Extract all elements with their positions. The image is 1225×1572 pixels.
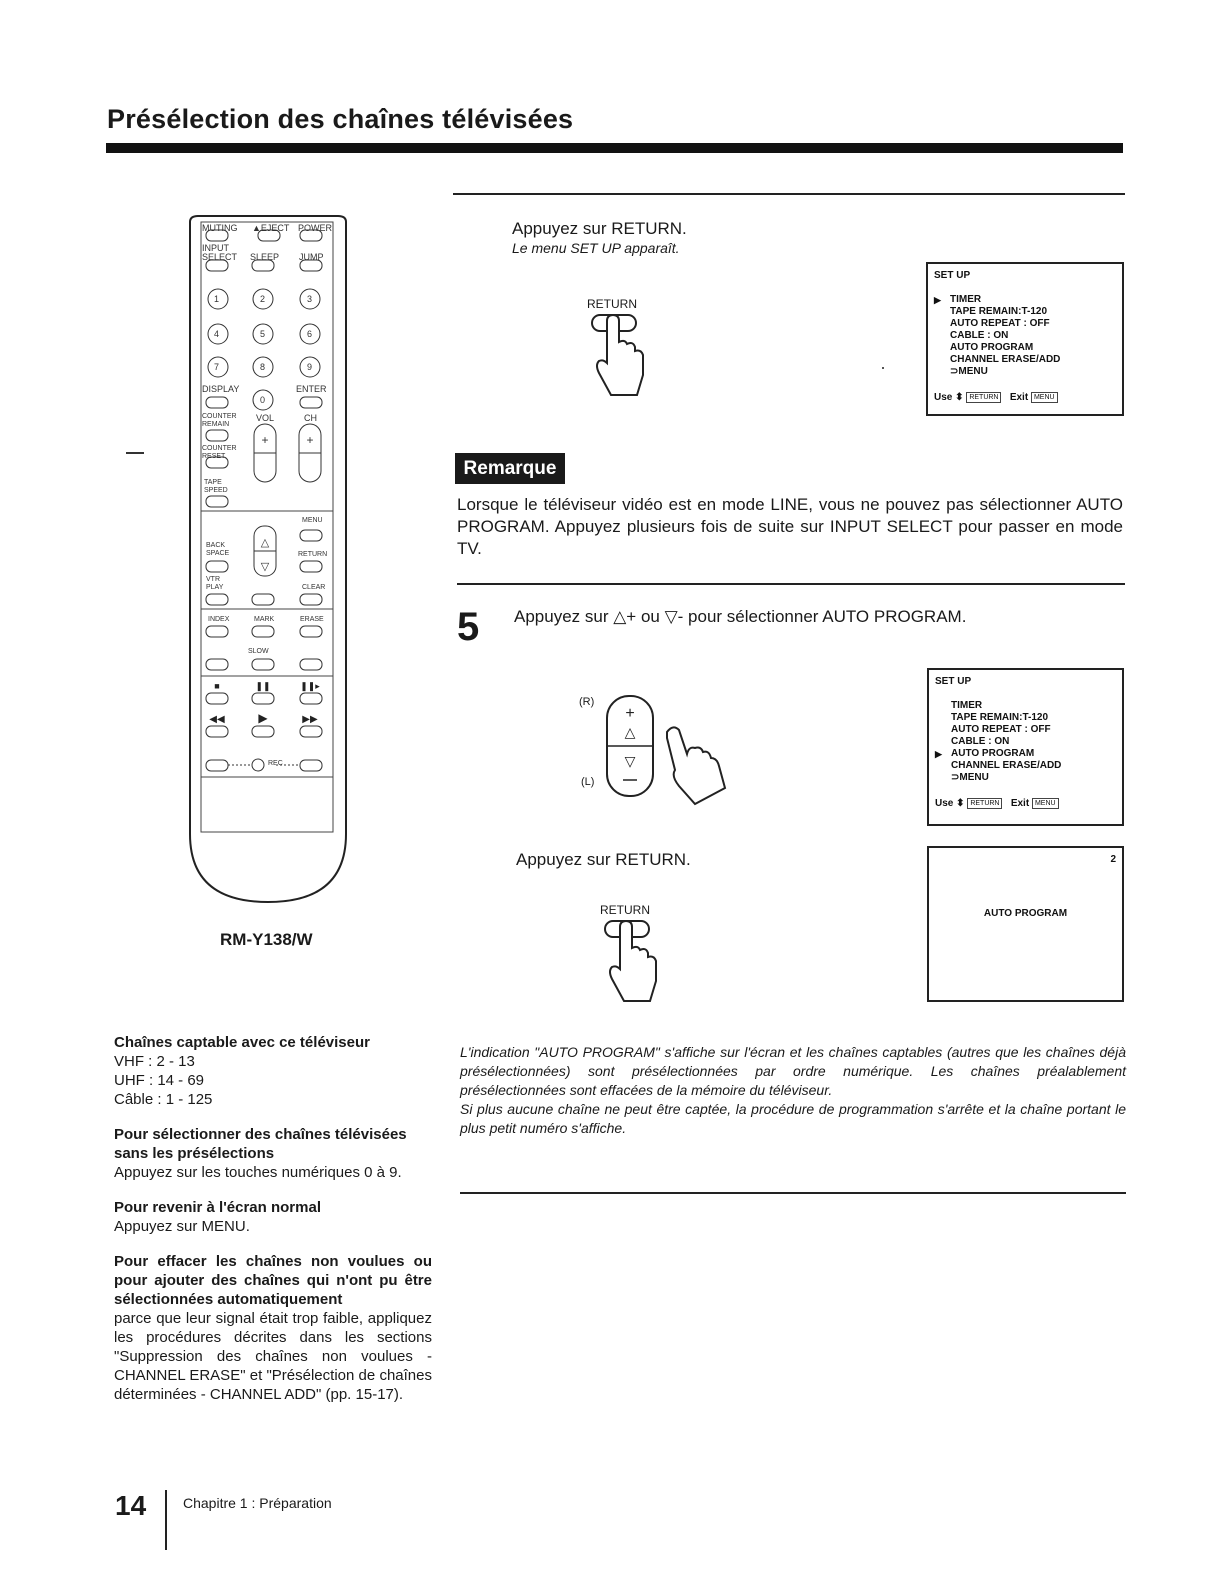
title-rule [106,143,1123,153]
remote-label-enter: ENTER [296,384,327,394]
menu2-item: ⊃MENU [951,772,989,783]
page-title: Présélection des chaînes télévisées [107,104,574,134]
remote-label-rec: REC [268,760,283,767]
normal-heading: Pour revenir à l'écran normal [114,1199,321,1216]
return-instruction-2: Appuyez sur RETURN. [516,850,691,869]
setup-menu-screen-2 [927,668,1124,826]
menu1-item: TAPE REMAIN:T-120 [950,306,1048,317]
menu1-title: SET UP [934,270,971,281]
remote-label-eject: ▲EJECT [252,223,290,233]
menu1-items [934,294,1061,378]
menu2-title: SET UP [935,676,972,687]
svg-text:▽: ▽ [260,561,270,573]
chapter-label: Chapitre 1 : Préparation [183,1495,332,1511]
explanation-p1: L'indication "AUTO PROGRAM" s'affiche sur l'écran et les chaînes captables (autres que les chaînes déjà présélectionnées) sont présélectionnées par ordre numérique. Les chaînes préalablement présélectionnées sont effacées de la mémoire du téléviseur. [460,1044,1126,1098]
channel-number: 2 [1110,854,1116,865]
remote-digit-9: 9 [307,362,313,372]
svg-text:◀◀: ◀◀ [209,714,225,725]
erase-heading: Pour effacer les chaînes non voulues ou pour ajouter des chaînes qui n'ont pu être sélectionnées automatiquement [114,1253,432,1308]
menu1-footer [934,392,1058,404]
menu2-item: TAPE REMAIN:T-120 [951,712,1049,723]
svg-text:△: △ [624,724,636,740]
vhf-range: VHF : 2 - 13 [114,1053,195,1070]
remote-label-vtr-play: VTR PLAY [206,576,224,591]
remote-digit-2: 2 [260,294,266,304]
menu2-item: ▶ AUTO PROGRAM [935,748,1035,759]
menu1-return-key: RETURN [966,392,1001,403]
remote-label-jump: JUMP [299,252,324,262]
menu2-items [935,700,1062,784]
return-button-label-1: RETURN [587,297,637,311]
menu1-item: ⊃MENU [950,366,988,377]
erase-text: parce que leur signal était trop faible, appliquez les procédures décrites dans les sections "Suppression des chaînes non voulues - CHANNEL ERASE" et "Présélection de chaînes déterminées - CHANNEL ADD" (pp. 15-17). [114,1310,432,1403]
up-down-icon: ⬍ [956,798,965,810]
remarque-text: Lorsque le téléviseur vidéo est en mode LINE, vous ne pouvez pas sélectionner AUTO PROGRAM. Appuyez plusieurs fois de suite sur INPUT SELECT pour passer en mode TV. [457,495,1123,558]
menu1-item: AUTO PROGRAM [950,342,1034,353]
channel-rocker-illustration [575,690,745,810]
section-rule-mid [457,583,1125,585]
channels-heading: Chaînes captable avec ce téléviseur [114,1034,370,1051]
remote-digit-5: 5 [260,329,266,339]
svg-text:▶: ▶ [258,711,268,725]
svg-text:+: + [625,705,635,722]
cable-range: Câble : 1 - 125 [114,1091,213,1108]
label-l: (L) [581,776,595,788]
menu2-menu-key: MENU [1032,798,1059,809]
explanation-p2: Si plus aucune chaîne ne peut être captée, la procédure de programmation s'arrête et la chaîne portant le plus petit numéro s'affiche. [460,1101,1126,1136]
page-separator [165,1490,167,1550]
remote-control-drawing [188,214,348,904]
remote-digit-0: 0 [260,395,266,405]
remote-digit-3: 3 [307,294,313,304]
remote-label-vol: VOL [256,413,275,423]
remote-label-mark: MARK [254,616,275,623]
select-heading: Pour sélectionner des chaînes télévisées sans les présélections [114,1126,407,1162]
hand-press-icon [598,917,678,1007]
remote-label-display: DISPLAY [202,384,240,394]
step5-instruction: Appuyez sur △+ ou ▽- pour sélectionner AUTO PROGRAM. [514,607,967,626]
remote-digit-7: 7 [214,362,220,372]
section-rule-bottom [460,1192,1126,1194]
remote-digit-6: 6 [307,329,313,339]
svg-text:❚❚▸: ❚❚▸ [300,681,320,691]
rocker-hand-icon [575,690,745,810]
remote-label-slow: SLOW [248,648,269,655]
svg-text:▶▶: ▶▶ [302,714,318,725]
svg-text:+: + [306,433,314,447]
menu1-cursor-icon: ▶ [934,295,941,305]
menu2-footer-exit: Exit [1010,798,1030,810]
menu2-item: AUTO REPEAT : OFF [951,724,1051,735]
setup-menu-screen-1 [926,262,1124,416]
remote-digit-1: 1 [214,294,220,304]
normal-text: Appuyez sur MENU. [114,1218,250,1235]
left-notes [114,1033,432,1404]
menu2-item: TIMER [951,700,983,711]
remote-model-label: RM-Y138/W [220,930,313,949]
menu1-footer-exit: Exit [1009,392,1029,404]
pointer-mark [126,452,144,454]
svg-text:■: ■ [214,681,220,691]
menu1-item: ▶ TIMER [934,294,982,305]
menu2-item: CABLE : ON [951,736,1010,747]
dot-mark [882,367,884,369]
remote-label-counter-reset: COUNTER RESET [202,445,237,460]
setup-menu-appears-note: Le menu SET UP apparaît. [512,240,680,256]
uhf-range: UHF : 14 - 69 [114,1072,205,1089]
page-number: 14 [115,1490,147,1521]
auto-program-explanation [460,1043,1126,1138]
return-instruction-1: Appuyez sur RETURN. [512,219,687,238]
menu1-item: CABLE : ON [950,330,1009,341]
hand-press-icon [585,311,665,401]
remote-label-input-select: INPUT SELECT [202,243,238,262]
remote-label-clear: CLEAR [302,584,326,591]
section-rule-top [453,193,1125,195]
remarque-heading: Remarque [455,453,565,484]
step-number: 5 [457,605,480,649]
svg-text:△: △ [260,537,270,549]
menu2-cursor-icon: ▶ [935,749,942,759]
remote-label-ch: CH [304,413,317,423]
remote-label-power: POWER [298,223,333,233]
remote-label-tape-speed: TAPE SPEED [204,479,228,494]
menu1-item: CHANNEL ERASE/ADD [950,354,1061,365]
return-button-illustration-2 [598,903,678,1003]
select-text: Appuyez sur les touches numériques 0 à 9. [114,1164,402,1181]
up-down-icon: ⬍ [955,392,964,404]
menu1-menu-key: MENU [1031,392,1058,403]
svg-text:+: + [261,433,269,447]
menu2-footer-use: Use [935,798,954,810]
remote-label-index: INDEX [208,616,230,623]
menu1-footer-use: Use [934,392,953,404]
remote-label-counter-remain: COUNTER REMAIN [202,413,237,428]
remote-label-erase: ERASE [300,616,324,623]
auto-program-screen [927,846,1124,1002]
remote-label-sleep: SLEEP [250,252,280,262]
remote-digit-4: 4 [214,329,220,339]
return-button-illustration-1 [585,297,665,397]
svg-text:▽: ▽ [624,753,636,769]
menu2-footer [935,798,1059,810]
remote-label-return: RETURN [298,551,328,558]
remote-control [188,214,348,904]
remote-label-back-space: BACK SPACE [206,542,230,557]
return-button-label-2: RETURN [600,903,650,917]
menu2-return-key: RETURN [967,798,1002,809]
menu1-item: AUTO REPEAT : OFF [950,318,1050,329]
remote-digit-8: 8 [260,362,266,372]
remote-label-muting: MUTING [202,223,238,233]
label-r: (R) [579,696,595,708]
svg-text:❚❚: ❚❚ [255,681,271,691]
auto-program-text: AUTO PROGRAM [983,908,1068,919]
menu2-item: CHANNEL ERASE/ADD [951,760,1062,771]
remote-label-menu: MENU [302,517,323,524]
